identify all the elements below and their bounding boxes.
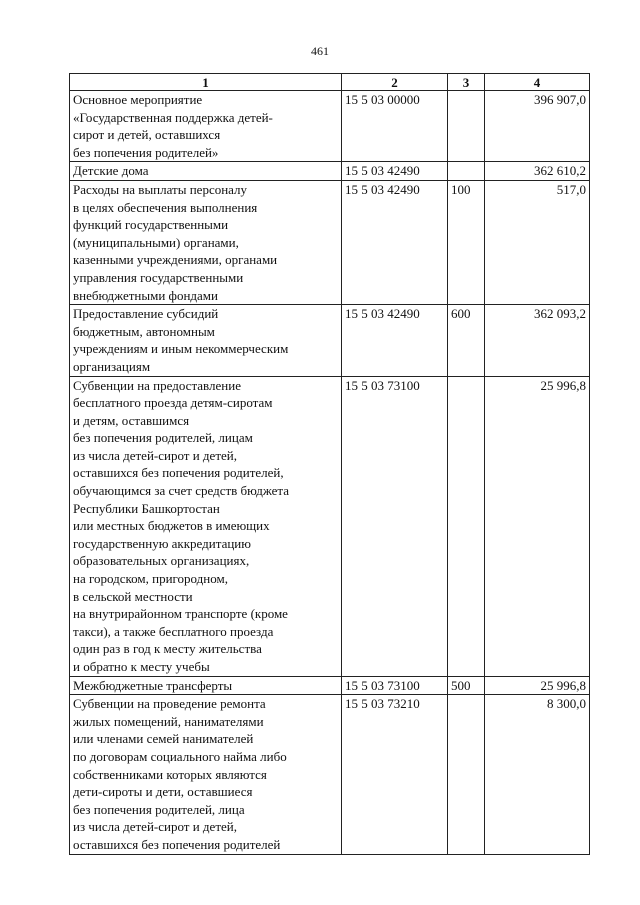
table-header-row [70,74,590,91]
budget-table [69,73,590,855]
row-code: 15 5 03 73100 [342,376,448,676]
row-amount: 362 610,2 [485,162,590,181]
row-expense-type [448,91,485,162]
row-code: 15 5 03 00000 [342,91,448,162]
row-code: 15 5 03 73100 [342,676,448,695]
table-row [70,180,590,304]
table-row [70,376,590,676]
table-row [70,695,590,854]
row-name: Субвенции на проведение ремонта жилых помещений, нанимателями или членами семей нанимателей по договорам социального найма либо собственниками которых являются дети-сироты и дети, оставшиеся без попечения родителей, лица из числа детей-сирот и детей, оставшихся без попечения родителей [70,695,342,854]
header-col-4: 4 [485,74,590,91]
page-number: 461 [311,44,329,58]
row-name: Основное мероприятие «Государственная поддержка детей- сирот и детей, оставшихся без попечения родителей» [70,91,342,162]
row-amount: 8 300,0 [485,695,590,854]
header-col-3: 3 [448,74,485,91]
row-name: Детские дома [70,162,342,181]
row-name: Межбюджетные трансферты [70,676,342,695]
row-expense-type [448,376,485,676]
row-expense-type: 500 [448,676,485,695]
row-expense-type [448,162,485,181]
row-code: 15 5 03 73210 [342,695,448,854]
header-col-2: 2 [342,74,448,91]
row-expense-type: 100 [448,180,485,304]
table-row [70,91,590,162]
row-amount: 25 996,8 [485,376,590,676]
header-col-1: 1 [70,74,342,91]
row-code: 15 5 03 42490 [342,180,448,304]
row-name: Расходы на выплаты персоналу в целях обеспечения выполнения функций государственными (муниципальными) органами, казенными учреждениями, органами управления государственными внебюджетными фондами [70,180,342,304]
table-row [70,305,590,376]
row-amount: 25 996,8 [485,676,590,695]
row-code: 15 5 03 42490 [342,305,448,376]
row-amount: 362 093,2 [485,305,590,376]
row-expense-type [448,695,485,854]
row-code: 15 5 03 42490 [342,162,448,181]
table-row [70,162,590,181]
row-amount: 396 907,0 [485,91,590,162]
table-row [70,676,590,695]
row-name: Субвенции на предоставление бесплатного проезда детям-сиротам и детям, оставшимся без попечения родителей, лицам из числа детей-сирот и детей, оставшихся без попечения родителей, обучающимся за счет средств бюджета Республики Башкортостан или местных бюджетов в имеющих государственную аккредитацию образовательных организациях, на городском, пригородном, в сельской местности на внутрирайонном транспорте (кроме такси), а также бесплатного проезда один раз в год к месту жительства и обратно к месту учебы [70,376,342,676]
row-name: Предоставление субсидий бюджетным, автономным учреждениям и иным некоммерческим организациям [70,305,342,376]
row-expense-type: 600 [448,305,485,376]
row-amount: 517,0 [485,180,590,304]
